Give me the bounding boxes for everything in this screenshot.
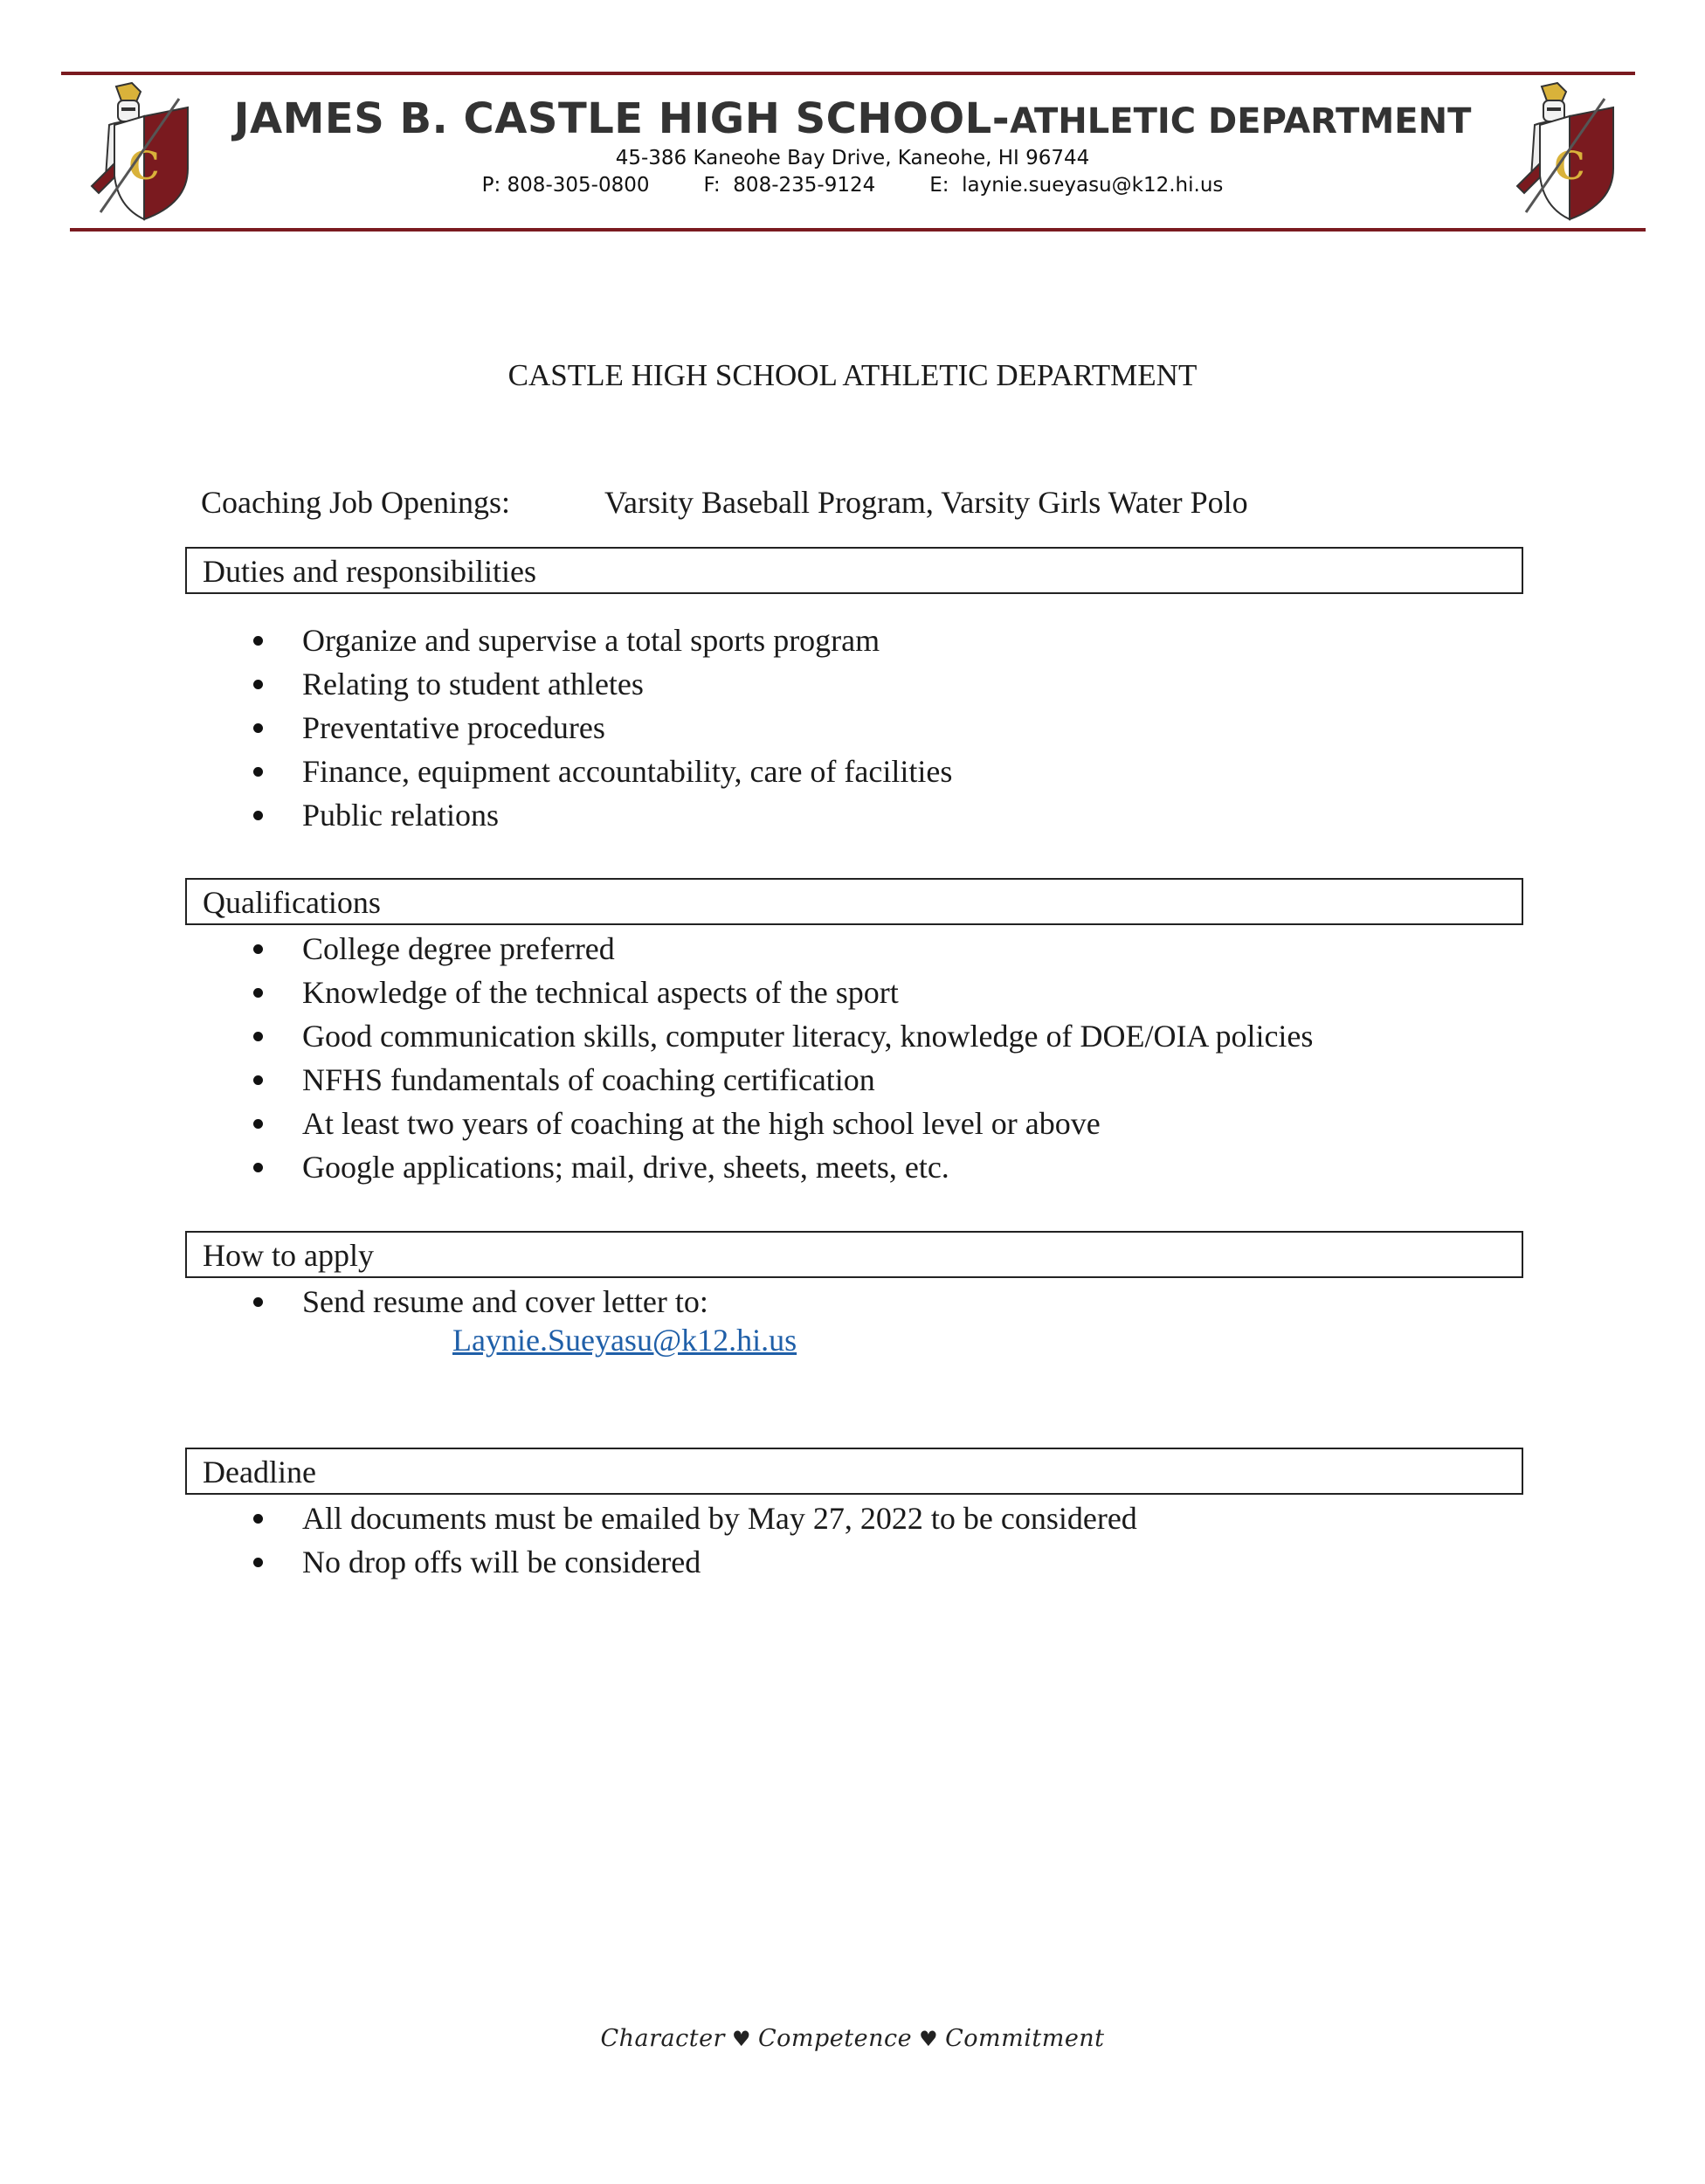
- bullet-icon: [253, 680, 263, 689]
- motto-word: Competence: [757, 2025, 913, 2052]
- list-item: Finance, equipment accountability, care of facilities: [0, 750, 1705, 793]
- svg-text:C: C: [128, 144, 160, 189]
- list-item: Send resume and cover letter to:: [0, 1280, 1705, 1324]
- deadline-list: [0, 1496, 1705, 1584]
- footer-motto: [0, 2025, 1705, 2052]
- section-header-deadline: [185, 1448, 1523, 1495]
- bullet-icon: [253, 1297, 263, 1307]
- list-item: NFHS fundamentals of coaching certification: [0, 1058, 1705, 1102]
- list-item: Good communication skills, computer literacy, knowledge of DOE/OIA policies: [0, 1014, 1705, 1058]
- list-item: No drop offs will be considered: [0, 1540, 1705, 1584]
- section-header-duties: [185, 547, 1523, 594]
- svg-text:C: C: [1554, 144, 1585, 189]
- bullet-icon: [253, 1032, 263, 1041]
- section-title: How to apply: [203, 1238, 374, 1273]
- duties-list: [0, 619, 1705, 837]
- list-item: Public relations: [0, 793, 1705, 837]
- school-address: 45-386 Kaneohe Bay Drive, Kaneohe, HI 96744: [615, 147, 1090, 169]
- list-item: College degree preferred: [0, 927, 1705, 971]
- bullet-icon: [253, 1558, 263, 1567]
- school-name: JAMES B. CASTLE HIGH SCHOOL-ATHLETIC DEPARTMENT: [233, 94, 1472, 143]
- qualifications-list: [0, 927, 1705, 1189]
- contact-email: E: laynie.sueyasu@k12.hi.us: [929, 174, 1224, 197]
- letterhead-bottom-rule: [70, 228, 1646, 232]
- document-heading: CASTLE HIGH SCHOOL ATHLETIC DEPARTMENT: [507, 358, 1198, 392]
- bullet-icon: [253, 1075, 263, 1085]
- section-title: Duties and responsibilities: [203, 554, 536, 589]
- motto-word: Character: [600, 2025, 725, 2052]
- section-title: Deadline: [203, 1455, 316, 1489]
- heart-icon: ♥: [919, 2027, 939, 2051]
- bullet-icon: [253, 811, 263, 820]
- list-item: Organize and supervise a total sports program: [0, 619, 1705, 662]
- bullet-icon: [253, 636, 263, 646]
- apply-list: [0, 1280, 1705, 1324]
- bullet-icon: [253, 988, 263, 998]
- bullet-icon: [253, 1163, 263, 1172]
- motto-word: Commitment: [945, 2025, 1105, 2052]
- heart-icon: ♥: [731, 2027, 751, 2051]
- bullet-icon: [253, 723, 263, 733]
- list-item: Relating to student athletes: [0, 662, 1705, 706]
- section-header-how-to-apply: [185, 1231, 1523, 1278]
- fax-number: F: 808-235-9124: [703, 174, 876, 197]
- list-item: At least two years of coaching at the high school level or above: [0, 1102, 1705, 1145]
- section-header-qualifications: [185, 878, 1523, 925]
- list-item: All documents must be emailed by May 27, 2022 to be considered: [0, 1496, 1705, 1540]
- list-item: Preventative procedures: [0, 706, 1705, 750]
- openings-label: Coaching Job Openings:: [201, 485, 510, 520]
- knight-crest-icon: [1508, 81, 1622, 221]
- apply-email-link[interactable]: Laynie.Sueyasu@k12.hi.us: [452, 1323, 797, 1358]
- letterhead-top-rule: [61, 72, 1635, 75]
- section-title: Qualifications: [203, 885, 381, 920]
- list-item: Knowledge of the technical aspects of the sport: [0, 971, 1705, 1014]
- phone-number: P: 808-305-0800: [481, 174, 650, 197]
- bullet-icon: [253, 767, 263, 777]
- openings-value: Varsity Baseball Program, Varsity Girls Water Polo: [604, 485, 1248, 520]
- bullet-icon: [253, 1119, 263, 1129]
- bullet-icon: [253, 944, 263, 954]
- contact-line: [0, 174, 1705, 197]
- bullet-icon: [253, 1514, 263, 1524]
- list-item: Google applications; mail, drive, sheets, meets, etc.: [0, 1145, 1705, 1189]
